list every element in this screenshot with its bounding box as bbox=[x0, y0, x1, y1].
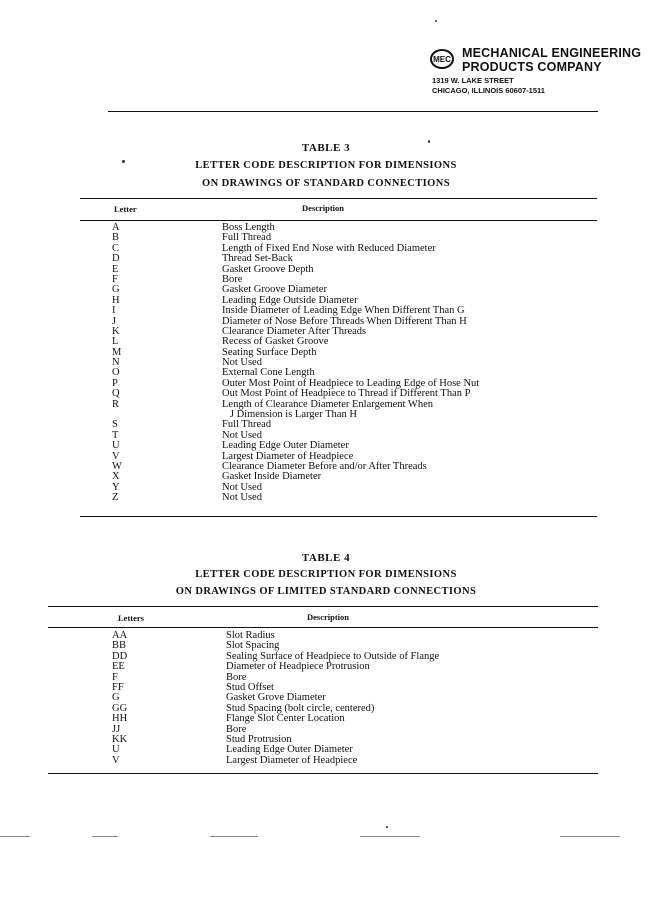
table4-letter-cell: HH bbox=[112, 713, 128, 725]
table4-description-cell: Stud Protrusion bbox=[226, 733, 292, 745]
table3-letter-cell: Q bbox=[112, 388, 120, 400]
table4-description-cell: Gasket Grove Diameter bbox=[226, 692, 326, 704]
table4-description-cell: Stud Offset bbox=[226, 681, 274, 693]
scan-speck bbox=[386, 826, 388, 828]
table3-description-cell: Full Thread bbox=[222, 419, 272, 431]
table3-letter-cell: E bbox=[112, 263, 119, 275]
table3-col-description: Description bbox=[302, 203, 345, 213]
table4-letter-cell: JJ bbox=[112, 723, 121, 735]
scan-speck bbox=[435, 20, 437, 22]
table4-letter-cell: FF bbox=[112, 681, 124, 693]
table3-description-cell: Not Used bbox=[222, 481, 262, 493]
table4-letter-cell: U bbox=[112, 744, 120, 756]
company-name-line1: MECHANICAL ENGINEERING bbox=[462, 46, 642, 60]
table4-description-cell: Diameter of Headpiece Protrusion bbox=[226, 661, 370, 673]
table3-bottom-rule bbox=[80, 516, 597, 517]
table3-letter-cell: J bbox=[112, 315, 117, 327]
table4-top-rule bbox=[48, 606, 598, 607]
table4-description-cell: Flange Slot Center Location bbox=[226, 713, 345, 725]
scan-mark bbox=[360, 836, 420, 837]
company-name bbox=[462, 46, 641, 74]
table3-letter-cell: U bbox=[112, 440, 120, 452]
address-line1: 1319 W. LAKE STREET bbox=[432, 76, 514, 85]
table3-description-cell: Bore bbox=[222, 273, 243, 285]
table3-description-cell: Out Most Point of Headpiece to Thread if Different Than P bbox=[222, 388, 471, 400]
table3-letter-cell: N bbox=[112, 357, 120, 369]
table3-description-cell: Largest Diameter of Headpiece bbox=[222, 450, 354, 462]
table3-description-cell: Outer Most Point of Headpiece to Leading Edge of Hose Nut bbox=[222, 377, 480, 389]
table4-header-rule bbox=[48, 627, 598, 628]
table3-letter-cell: V bbox=[112, 450, 120, 462]
table3-letter-cell: A bbox=[112, 222, 120, 233]
table3-letter-cell: P bbox=[112, 377, 118, 389]
table4-letter-cell: AA bbox=[112, 630, 128, 641]
table3-description-cell: Inside Diameter of Leading Edge When Different Than G bbox=[222, 305, 465, 317]
table3-description-cell: Diameter of Nose Before Threads When Different Than H bbox=[222, 315, 467, 327]
table4-col-description: Description bbox=[307, 612, 350, 622]
table4-description-cell: Stud Spacing (bolt circle, centered) bbox=[226, 702, 375, 714]
table3-letter-cell: W bbox=[112, 460, 122, 472]
table4-letter-cell: GG bbox=[112, 702, 128, 714]
table4-description-cell: Bore bbox=[226, 671, 247, 683]
table3-letter-cell: I bbox=[112, 305, 116, 317]
company-logo bbox=[430, 49, 454, 69]
table3-description-cell: Leading Edge Outer Diameter bbox=[222, 440, 349, 452]
table4-letter-cell: KK bbox=[112, 733, 128, 745]
table3-col-letter: Letter bbox=[114, 204, 137, 214]
table3-letter-cell: S bbox=[112, 419, 118, 431]
scan-speck bbox=[122, 160, 125, 163]
table3-letter-cell: Z bbox=[112, 492, 119, 504]
table3-description-cell: Clearance Diameter After Threads bbox=[222, 325, 367, 337]
table4-description-cell: Largest Diameter of Headpiece bbox=[226, 754, 358, 766]
table3-letter-cell bbox=[112, 410, 152, 420]
table3-description-cell: Recess of Gasket Groove bbox=[222, 336, 329, 348]
scan-mark bbox=[560, 836, 620, 837]
table4-letter-cell: BB bbox=[112, 640, 127, 652]
table3-description-cell: Not Used bbox=[222, 492, 262, 504]
table4-description-cell: Slot Spacing bbox=[226, 640, 280, 652]
company-name-line2: PRODUCTS COMPANY bbox=[462, 60, 602, 74]
scan-mark bbox=[0, 836, 30, 837]
table4-description-cell: Sealing Surface of Headpiece to Outside of Flange bbox=[226, 650, 440, 662]
logo-text: MEC bbox=[433, 54, 451, 64]
scan-mark bbox=[92, 836, 118, 837]
table3-letter-cell: D bbox=[112, 253, 120, 265]
table3-description-cell: Gasket Groove Depth bbox=[222, 263, 314, 275]
table3-letter-cell: X bbox=[112, 471, 120, 483]
table3-description-cell: Length of Clearance Diameter Enlargement When bbox=[222, 398, 433, 410]
table4-description-column bbox=[226, 631, 596, 766]
table3-description-cell: Thread Set-Back bbox=[222, 253, 293, 265]
table4-col-letter: Letters bbox=[118, 613, 144, 623]
table4-letter-cell: EE bbox=[112, 661, 125, 673]
table3-header-rule bbox=[80, 220, 597, 221]
table3-title: TABLE 3 bbox=[301, 142, 351, 154]
table4-letter-cell: F bbox=[112, 671, 118, 683]
company-address bbox=[432, 76, 545, 96]
address-line2: CHICAGO, ILLINOIS 60607-1511 bbox=[432, 86, 545, 95]
table3-letter-cell: B bbox=[112, 232, 120, 244]
table3-letter-cell: R bbox=[112, 398, 120, 410]
table4-letter-column bbox=[112, 631, 152, 766]
table3-letter-cell: Y bbox=[112, 481, 120, 493]
table3-subtitle-line1: LETTER CODE DESCRIPTION FOR DIMENSIONS bbox=[195, 160, 457, 171]
table4-description-cell: Leading Edge Outer Diameter bbox=[226, 744, 353, 756]
table3-description-cell: Boss Length bbox=[222, 222, 275, 233]
table3-letter-cell: C bbox=[112, 242, 120, 254]
table3-description-cell: Not Used bbox=[222, 429, 262, 441]
table3-letter-cell: O bbox=[112, 367, 120, 379]
table4-title: TABLE 4 bbox=[301, 552, 351, 564]
table3-letter-cell: G bbox=[112, 284, 120, 296]
table3-description-cell: Not Used bbox=[222, 357, 262, 369]
table4-description-cell: Bore bbox=[226, 723, 247, 735]
scan-mark bbox=[210, 836, 258, 837]
table3-letter-cell: K bbox=[112, 325, 120, 337]
table3-letter-cell: T bbox=[112, 429, 119, 441]
table3-description-cell: J Dimension is Larger Than H bbox=[222, 409, 357, 421]
table3-description-cell: Full Thread bbox=[222, 232, 272, 244]
table3-description-cell: Leading Edge Outside Diameter bbox=[222, 294, 358, 306]
table4-subtitle-line1: LETTER CODE DESCRIPTION FOR DIMENSIONS bbox=[195, 569, 457, 580]
table3-letter-cell: L bbox=[112, 336, 119, 348]
table3-description-cell: Gasket Inside Diameter bbox=[222, 471, 322, 483]
table3-letter-cell: M bbox=[112, 346, 122, 358]
table4-letter-cell: DD bbox=[112, 650, 128, 662]
table4-letter-cell: G bbox=[112, 692, 120, 704]
table3-description-cell: Seating Surface Depth bbox=[222, 346, 317, 358]
table3-description-cell: Gasket Groove Diameter bbox=[222, 284, 327, 296]
table3-description-column bbox=[222, 223, 592, 504]
table4-bottom-rule bbox=[48, 773, 598, 774]
table4-description-cell: Slot Radius bbox=[226, 630, 275, 641]
table3-description-cell: Clearance Diameter Before and/or After Threads bbox=[222, 460, 427, 472]
scan-speck bbox=[428, 140, 430, 143]
table3-description-cell: Length of Fixed End Nose with Reduced Diameter bbox=[222, 242, 436, 254]
table3-letter-cell: H bbox=[112, 294, 120, 306]
table4-letter-cell: V bbox=[112, 754, 120, 766]
letterhead-rule bbox=[108, 111, 598, 112]
table3-letter-column bbox=[112, 223, 152, 504]
table3-description-cell: External Cone Length bbox=[222, 367, 315, 379]
table4-subtitle-line2: ON DRAWINGS OF LIMITED STANDARD CONNECTIONS bbox=[175, 586, 477, 597]
table3-letter-cell: F bbox=[112, 273, 118, 285]
table3-top-rule bbox=[80, 198, 597, 199]
table3-subtitle-line2: ON DRAWINGS OF STANDARD CONNECTIONS bbox=[202, 178, 450, 189]
